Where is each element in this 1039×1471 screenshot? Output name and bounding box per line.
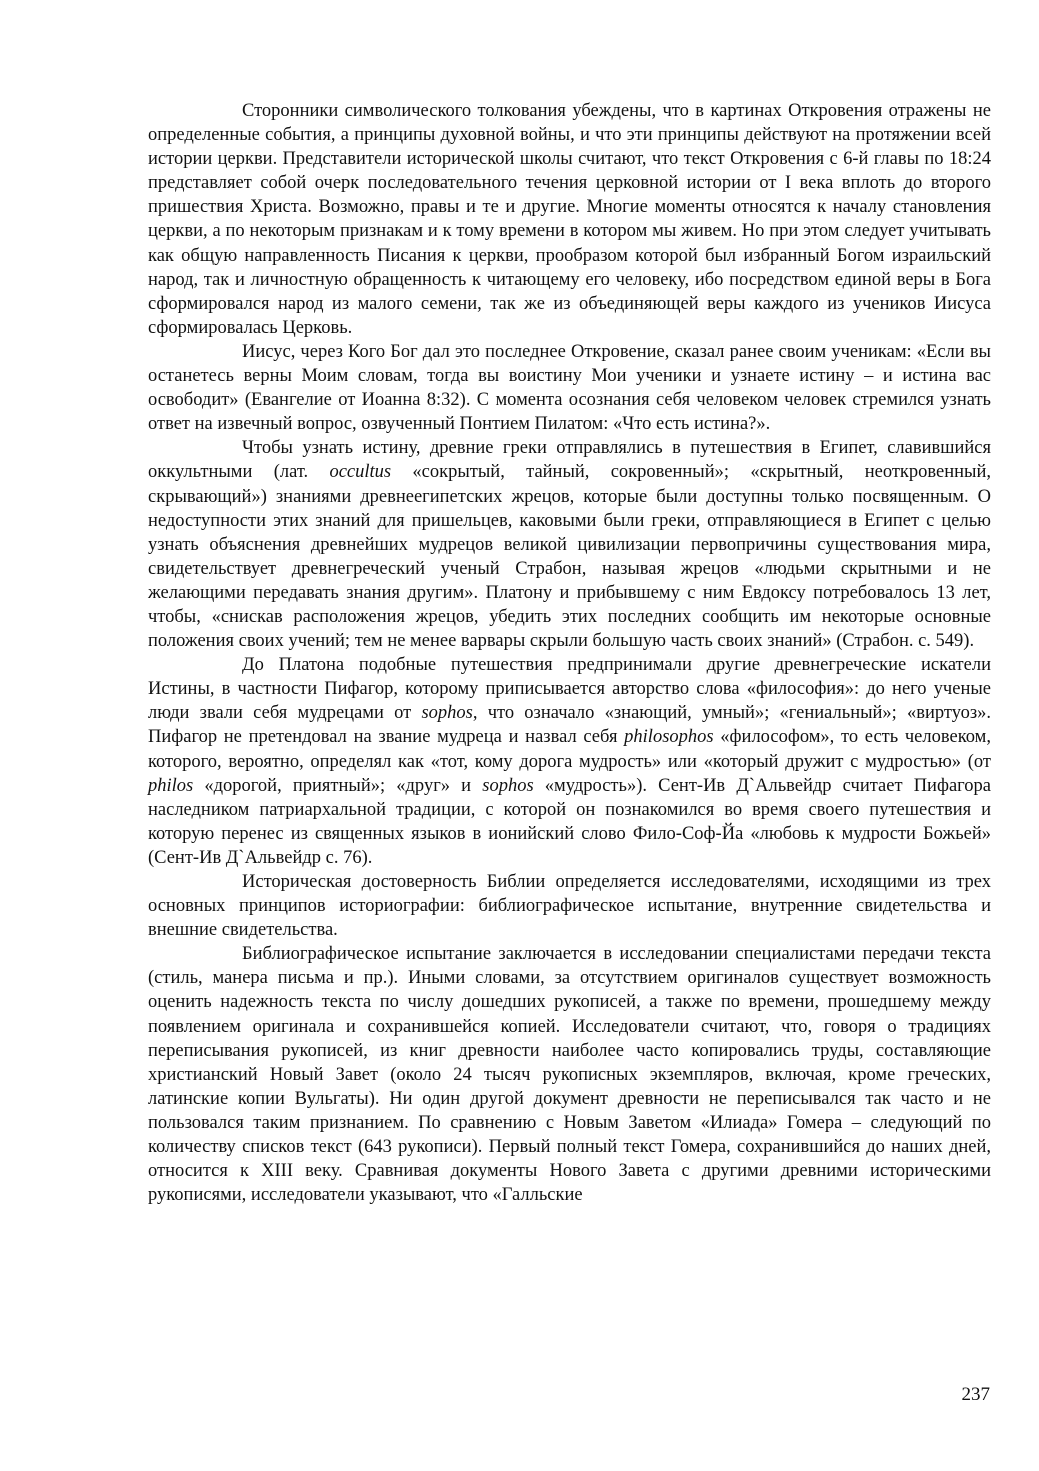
text-run: Чтобы узнать истину, древние греки отправлялись в путешествия в Египет, славившийся оккультными (лат. [148,438,991,483]
paragraph [148,99,991,340]
paragraph [148,942,991,1207]
text-run: , что означало «знающий, умный»; «гениальный»; «виртуоз». Пифагор не претендовал на звание мудреца и назвал себя [148,703,992,748]
italic-term: philosophos [624,727,714,748]
text-run: «дорогой, приятный»; «друг» и [193,775,483,796]
paragraph [148,870,991,942]
paragraph [148,653,991,870]
italic-term: sophos [421,703,473,724]
text-run: До Платона подобные путешествия предпринимали другие древнегреческие искатели Истины, в частности Пифагор, которому приписывается авторство слова «философия»: до него ученые люди звали себя мудрецами от [148,655,991,724]
text-run: Библиографическое испытание заключается в исследовании специалистами передачи текста (стиль, манера письма и пр.). Иными словами, за отсутствием оригиналов существует возможность оценить надежность текста по числу дошедших рукописей, а также по времени, прошедшему между появлением оригинала и сохранившейся копией. Исследователи считают, что, говоря о традициях переписывания рукописей, из книг древности наиболее часто копировались труды, составляющие христианский Новый Завет (около 24 тысяч рукописных экземпляров, включая, кроме греческих, латинские копии Вульгаты). Ни один другой документ древности не переписывался так часто и не пользовался таким признанием. По сравнению с Новым Заветом «Илиада» Гомера – следующий по количеству списков текст (643 рукописи). Первый полный текст Гомера, сохранившийся до наших дней, относится к XIII веку. Сравнивая документы Нового Завета с другими древними историческими рукописями, исследователи указывают, что «Галльские [148,944,991,1206]
body-text [148,99,991,1207]
text-run: «философом», то есть человеком, которого, вероятно, определял как «тот, кому дорога мудрость» или «который дружит с мудростью» (от [148,727,991,772]
text-run: Историческая достоверность Библии определяется исследователями, исходящими из трех основных принципов историографии: библиографическое испытание, внутренние свидетельства и внешние свидетельства. [148,872,991,941]
italic-term: occultus [329,462,392,483]
italic-term: sophos [482,775,534,796]
page-number: 237 [961,1384,990,1405]
text-run: Сторонники символического толкования убеждены, что в картинах Откровения отражены не определенные события, а принципы духовной войны, и что эти принципы действуют на протяжении всей истории церкви. Представители исторической школы считают, что текст Откровения с 6-й главы по 18:24 представляет собой очерк последовательного течения церковной истории от I века вплоть до второго пришествия Христа. Возможно, правы и те и другие. Многие моменты относятся к началу становления церкви, а по некоторым признакам и к тому времени в котором мы живем. Но при этом следует учитывать как общую направленность Писания к церкви, прообразом которой был избранный Богом израильский народ, так и личностную обращенность к читающему его человеку, ибо посредством единой веры в Бога сформировался народ из малого семени, так же из объединяющей веры каждого из учеников Иисуса сформировалась Церковь. [148,101,991,338]
paragraph [148,340,991,436]
text-run: «сокрытый, тайный, сокровенный»; «скрытный, неоткровенный, скрывающий») знаниями древнеегипетских жрецов, которые были доступны только посвященным. О недоступности этих знаний для пришельцев, каковыми были греки, отправляющиеся в Египет с целью узнать объяснения древнейших мудрецов великой цивилизации первопричины существования мира, свидетельствует древнегреческий ученый Страбон, называя жрецов «людьми скрытными и не желающими передавать знания другим». Платону и прибывшему с ним Евдоксу потребовалось 13 лет, чтобы, «снискав расположения жрецов, убедить этих последних сообщить им некоторые основные положения своих учений; тем не менее варвары скрыли большую часть своих знаний» (Страбон. с. 549). [148,462,991,652]
text-run: Иисус, через Кого Бог дал это последнее Откровение, сказал ранее своим ученикам: «Если вы останетесь верны Моим словам, тогда вы воистину Мои ученики и узнаете истину – и истина вас освободит» (Евангелие от Иоанна 8:32). С момента осознания себя человеком человек стремился узнать ответ на извечный вопрос, озвученный Понтием Пилатом: «Что есть истина?». [148,341,991,435]
italic-term: philos [148,775,194,796]
paragraph [148,436,991,653]
text-run: «мудрость»). Сент-Ив Д`Альвейдр считает Пифагора наследником патриархальной традиции, с которой он познакомился во время своего путешествия и которую перенес из священных языков в ионийский слово Фило-Соф-Йа «любовь к мудрости Божьей» (Сент-Ив Д`Альвейдр с. 76). [148,775,991,868]
